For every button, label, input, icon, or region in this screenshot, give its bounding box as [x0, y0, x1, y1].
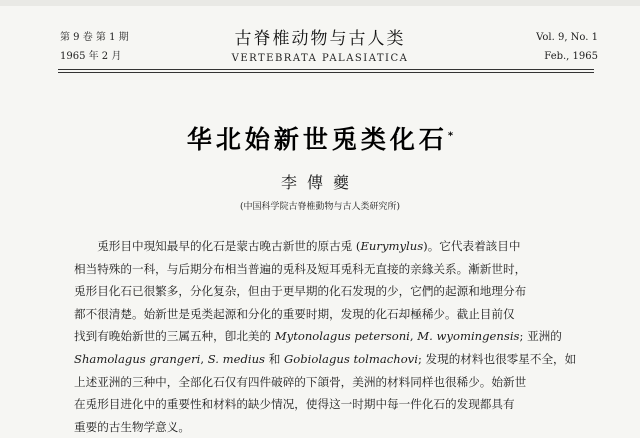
body-text-run: 兎形目中現知最早的化石是蒙古晚古新世的原古兎 (: [97, 239, 361, 253]
body-text-run: 和: [265, 351, 284, 366]
body-text-run: 找到有晚始新世的三属五种，卽北美的: [74, 329, 275, 344]
body-text-run: ,: [200, 351, 208, 366]
article-title: [0, 120, 640, 156]
taxon-name: S. medius: [207, 351, 266, 366]
body-text-run: 兎形目化石已很繁多，分化复杂，但由于更早期的化石发現的少，它們的起源和地理分布: [74, 284, 527, 299]
taxon-name: Mytonolagus petersoni: [274, 329, 410, 344]
author-affiliation: (中国科学院古脊椎動物与古人类研究所): [239, 202, 401, 212]
date-cn: 1965 年 2 月: [60, 51, 122, 62]
body-line: [74, 258, 614, 281]
body-line: [74, 348, 614, 371]
journal-title-cn: 古脊椎动物与古人类: [234, 29, 406, 49]
body-text-run: )。它代表着該目中: [423, 239, 521, 253]
taxon-name: Gobiolagus tolmachovi: [283, 351, 418, 366]
body-line: [74, 325, 614, 348]
body-text-run: 都不很清楚。始新世是兎类起源和分化的重要时期，发現的化石却極稀少。截止目前仅: [74, 306, 515, 321]
body-text-run: 在兎形目进化中的重要性和材料的缺少情况，使得这一时期中每一件化石的发现都具有: [74, 397, 515, 412]
body-line: [74, 235, 614, 258]
body-line: [74, 280, 614, 303]
taxon-name: M. wyomingensis: [417, 329, 520, 344]
body-text-run: ; 亚洲的: [519, 329, 562, 344]
taxon-name: Shamolagus grangeri: [74, 351, 201, 366]
body-text-run: ,: [409, 329, 418, 344]
body-line: [74, 371, 614, 394]
body-paragraph: [74, 235, 614, 438]
body-line: [74, 393, 614, 416]
taxon-name: Eurymylus: [360, 239, 424, 253]
author-name: 李傳夔: [280, 173, 359, 192]
journal-title-en: VERTEBRATA PALASIATICA: [231, 53, 409, 64]
header-rule-bottom: [58, 72, 594, 73]
volume-issue-en: Vol. 9, No. 1: [536, 32, 598, 43]
article-title-text: 华北始新世兎类化石: [186, 125, 448, 154]
body-text-run: 上述亚洲的三种中，全部化石仅有四件破碎的下頜骨，美洲的材料同样也很稀少。始新世: [74, 374, 527, 389]
body-line: [74, 303, 614, 326]
title-footnote-mark: *: [447, 130, 454, 142]
scan-top-strip: [0, 0, 640, 6]
header-rule-top: [58, 69, 594, 70]
body-text-run: 相当特殊的一科，与后期分布相当普遍的兎科及短耳兎科无直接的亲緣关系。漸新世时，: [74, 261, 527, 276]
header-volume-info: [536, 28, 598, 66]
date-en: Feb., 1965: [544, 51, 598, 62]
body-text-run: ; 发現的材料也很零星不全，如: [417, 351, 577, 366]
volume-issue-cn: 第 9 卷 第 1 期: [60, 32, 129, 43]
body-text-run: 重要的古生物学意义。: [74, 419, 190, 434]
